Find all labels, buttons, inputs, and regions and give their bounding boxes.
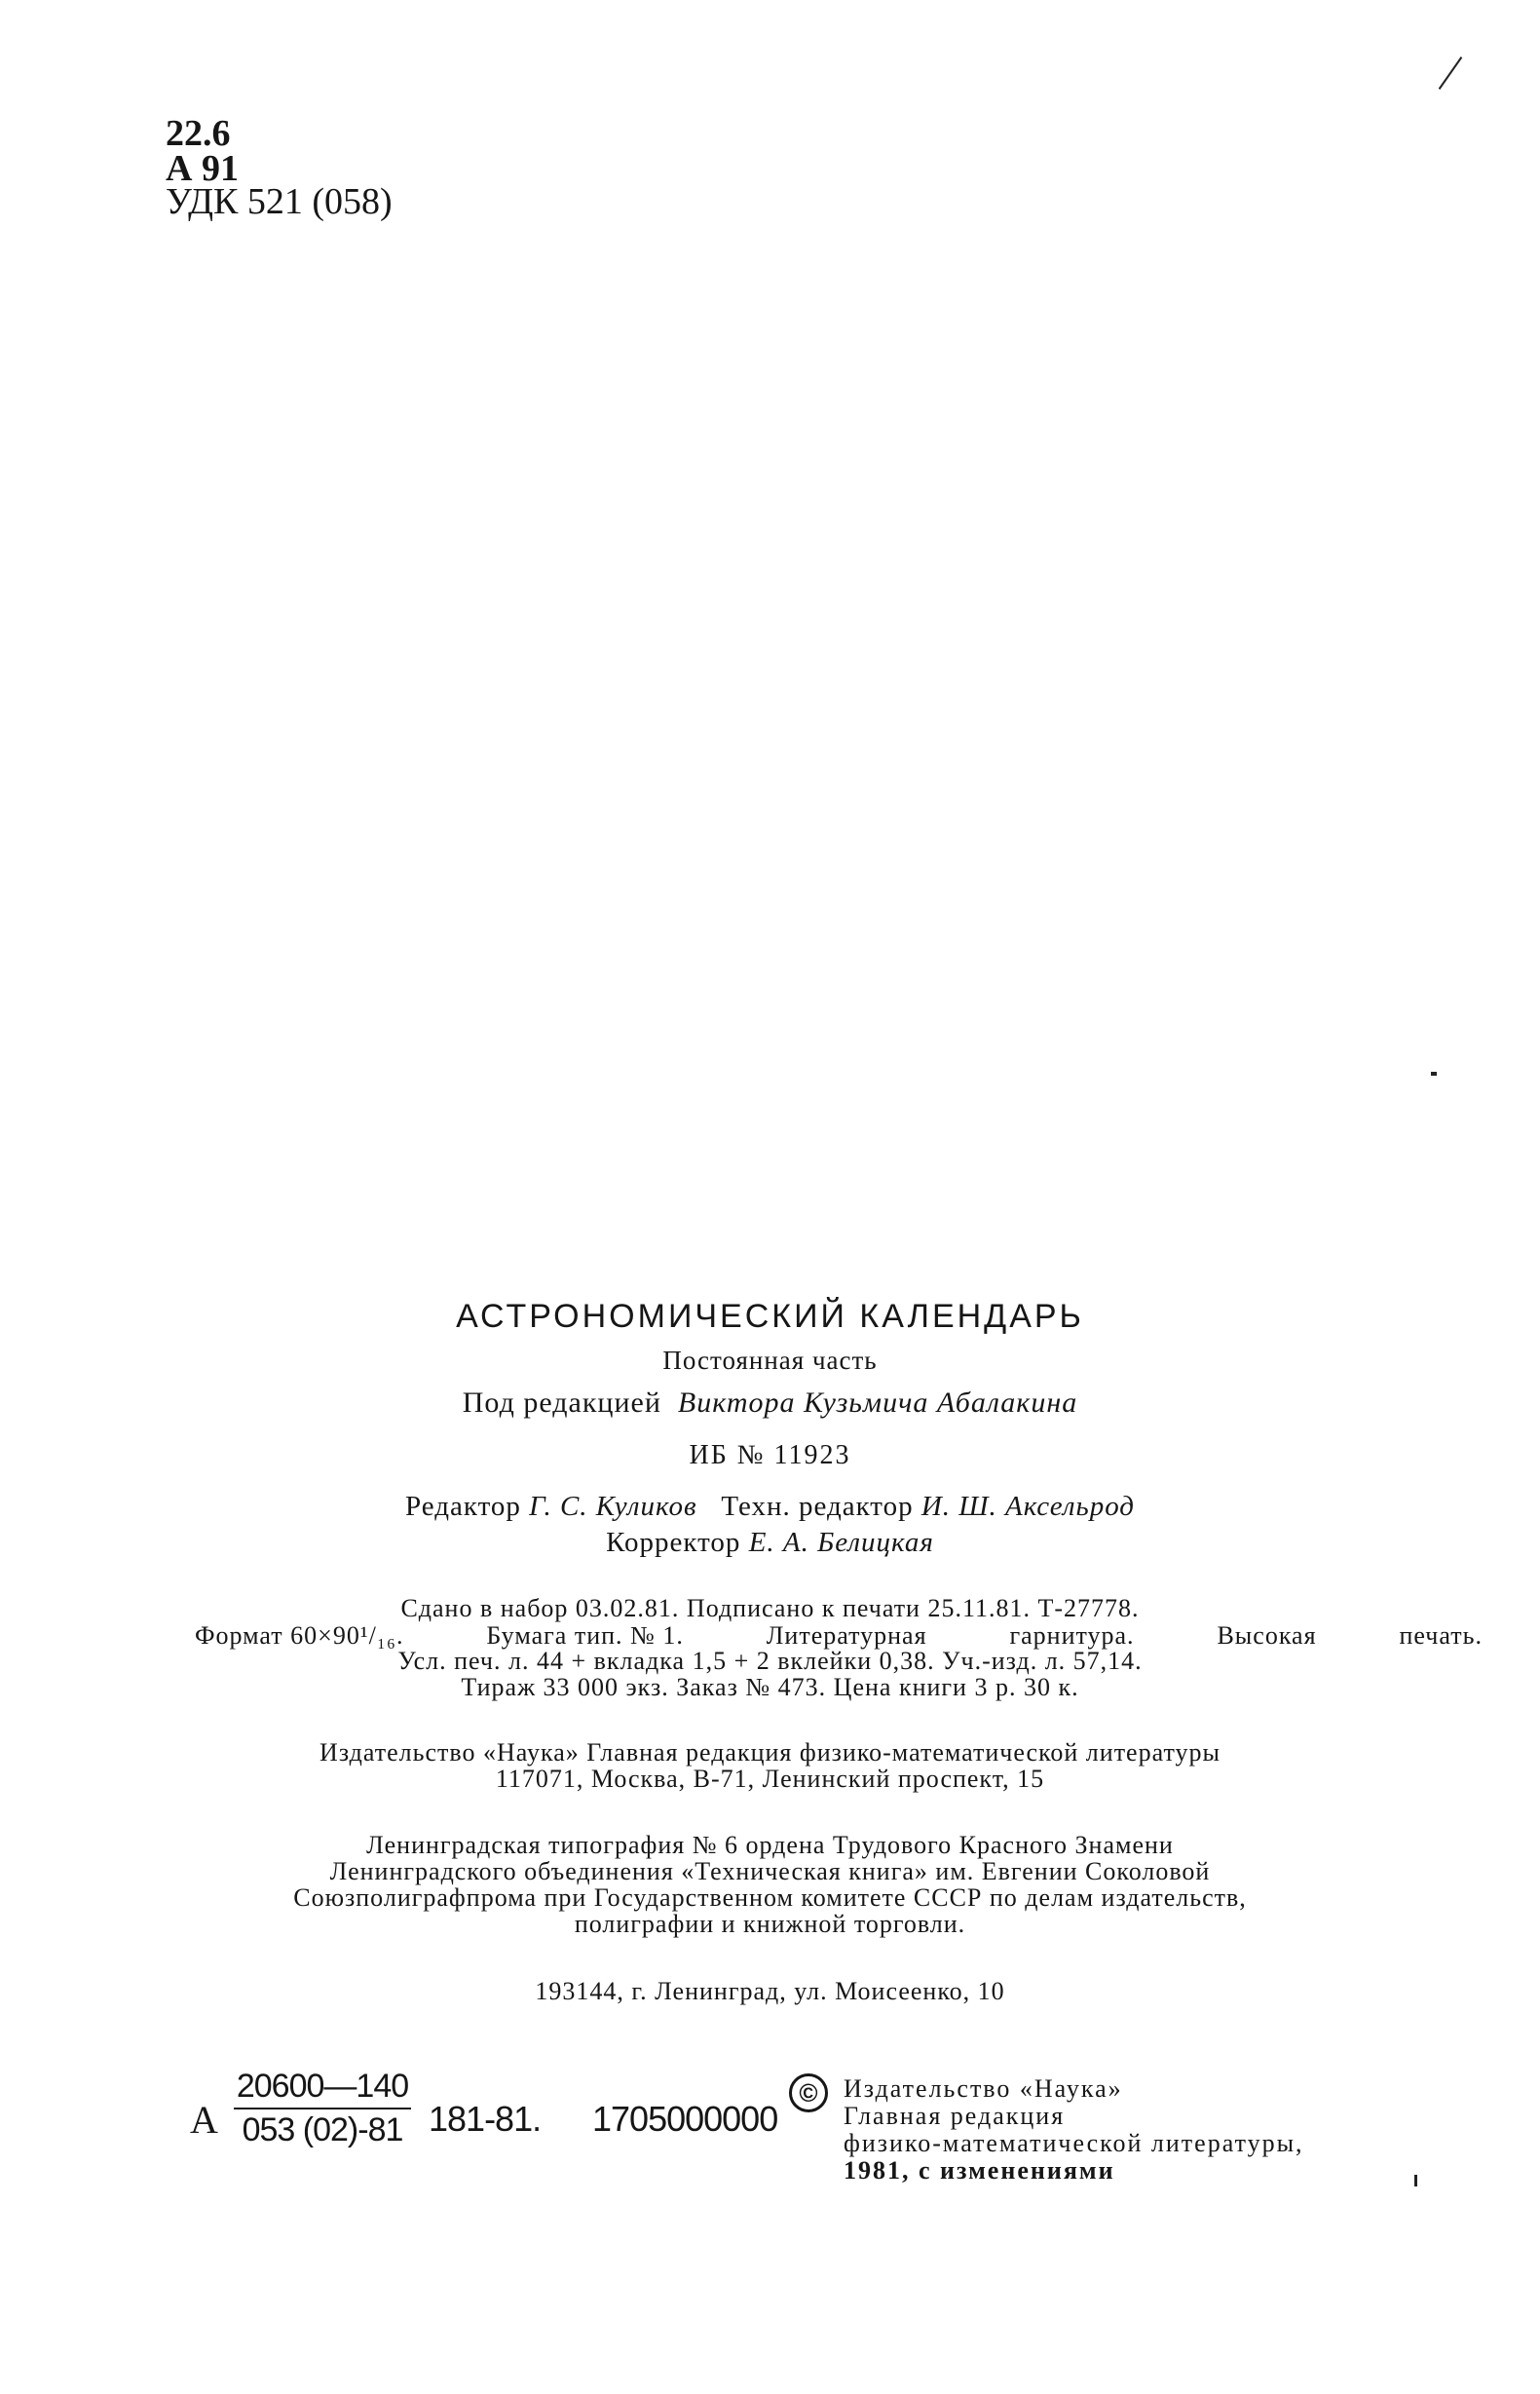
dust-speck bbox=[1414, 2175, 1417, 2186]
editor-in-chief-name: Виктора Кузьмича Абалакина bbox=[677, 1387, 1078, 1419]
printer-address: 193144, г. Ленинград, ул. Моисеенко, 10 bbox=[535, 1977, 1005, 2005]
imprint-denominator: 053 (02)-81 bbox=[242, 2111, 403, 2148]
printer-line-4: полиграфии и книжной торговли. bbox=[574, 1910, 966, 1938]
staff-line-corrector bbox=[0, 1527, 1540, 1559]
imprint-numerator: 20600—140 bbox=[234, 2068, 411, 2109]
imprint-code-2: 1705000000 bbox=[592, 2099, 778, 2139]
copyright-line-4: 1981, с изменениями bbox=[844, 2156, 1115, 2185]
font-type-word-2: гарнитура. bbox=[1009, 1621, 1135, 1650]
print-type-word-1: Высокая bbox=[1217, 1621, 1317, 1650]
printer-line-3: Союзполиграфпрома при Государственном комитете СССР по делам издательств, bbox=[293, 1883, 1247, 1912]
editor-name: Г. С. Куликов bbox=[529, 1491, 697, 1522]
tech-editor-name: И. Ш. Аксельрод bbox=[920, 1491, 1135, 1522]
editor-label: Редактор bbox=[405, 1491, 521, 1522]
format-value: Формат 60×90¹/₁₆. bbox=[195, 1621, 404, 1650]
corrector-name: Е. А. Белицкая bbox=[748, 1527, 934, 1558]
book-subtitle: Постоянная часть bbox=[662, 1346, 878, 1375]
imprint-fraction bbox=[234, 2068, 411, 2149]
copyright-line-1: Издательство «Наука» bbox=[844, 2074, 1123, 2103]
editorship-line bbox=[0, 1387, 1540, 1420]
pencil-mark bbox=[1439, 57, 1463, 90]
font-type-word-1: Литературная bbox=[766, 1621, 927, 1650]
author-mark: А 91 bbox=[166, 148, 239, 189]
copyright-line-3: физико-математической литературы, bbox=[844, 2129, 1304, 2157]
print-details-line-3: Усл. печ. л. 44 + вкладка 1,5 + 2 вклейки 0,38. Уч.-изд. л. 57,14. bbox=[397, 1647, 1143, 1675]
staff-line-editors bbox=[0, 1491, 1540, 1523]
imprint-code-1: 181-81. bbox=[429, 2099, 542, 2139]
print-type-word-2: печать. bbox=[1399, 1621, 1483, 1650]
copyright-notice bbox=[844, 2075, 1304, 2185]
publisher-line-2: 117071, Москва, В-71, Ленинский проспект, 15 bbox=[495, 1765, 1045, 1793]
copyright-icon: © bbox=[789, 2073, 828, 2112]
paper-type: Бумага тип. № 1. bbox=[486, 1621, 684, 1650]
copyright-line-2: Главная редакция bbox=[844, 2102, 1066, 2130]
book-title: АСТРОНОМИЧЕСКИЙ КАЛЕНДАРЬ bbox=[456, 1298, 1084, 1335]
editorship-prefix: Под редакцией bbox=[462, 1387, 661, 1419]
tech-editor-label: Техн. редактор bbox=[721, 1491, 914, 1522]
bbk-index: 22.6 bbox=[166, 113, 231, 154]
ib-number: ИБ № 11923 bbox=[689, 1440, 851, 1470]
printer-line-2: Ленинградского объединения «Техническая книга» им. Евгении Соколовой bbox=[329, 1857, 1211, 1885]
corrector-label: Корректор bbox=[606, 1527, 741, 1558]
print-details-line-1: Сдано в набор 03.02.81. Подписано к печати 25.11.81. Т-27778. bbox=[400, 1594, 1140, 1622]
dust-speck bbox=[1431, 1072, 1437, 1076]
imprint-letter: А bbox=[190, 2098, 218, 2142]
udk-index: УДК 521 (058) bbox=[166, 181, 393, 222]
publisher-line-1: Издательство «Наука» Главная редакция физико-математической литературы bbox=[319, 1738, 1221, 1767]
printer-line-1: Ленинградская типография № 6 ордена Трудового Красного Знамени bbox=[366, 1831, 1174, 1859]
print-details-line-4: Тираж 33 000 экз. Заказ № 473. Цена книги 3 р. 30 к. bbox=[461, 1673, 1079, 1701]
